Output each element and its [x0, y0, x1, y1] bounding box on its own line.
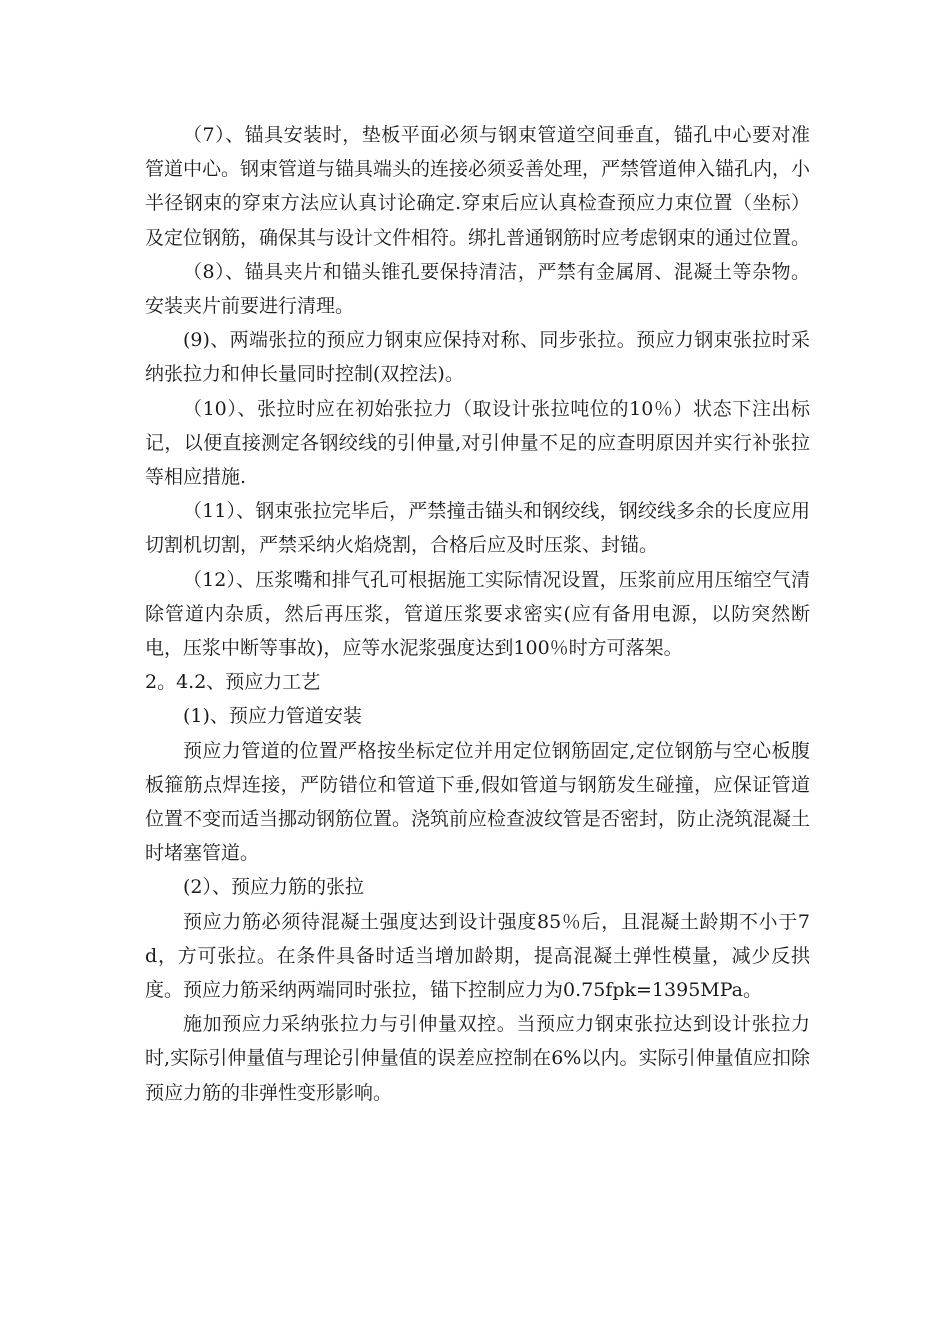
subsection-title-tensioning: (2）、预应力筋的张拉 [183, 876, 365, 899]
paragraph-item-8: （8）、锚具夹片和锚头锥孔要保持清洁，严禁有金属屑、混凝土等杂物。安装夹片前要进行清理。 [145, 260, 810, 318]
paragraph-tensioning-2: 施加预应力采纳张拉力与引伸量双控。当预应力钢束张拉达到设计张拉力时,实际引伸量值与理论引伸量值的误差应控制在6%以内。实际引伸量值应扣除预应力筋的非弹性变形影响。 [145, 1013, 810, 1104]
paragraph-tensioning-1: 预应力筋必须待混凝土强度达到设计强度85％后，且混凝土龄期不小于7d，方可张拉。在条件具备时适当增加龄期，提高混凝土弹性模量，减少反拱度。预应力筋采纳两端同时张拉，锚下控制应力为0.75fpk=1395MPa。 [145, 910, 810, 1002]
paragraph-item-10: （10）、张拉时应在初始张拉力（取设计张拉吨位的10％）状态下注出标记，以便直接测定各钢绞线的引伸量,对引伸量不足的应查明原因并实行补张拉等相应措施. [145, 397, 810, 489]
section-heading: 2。4.2、预应力工艺 [145, 671, 321, 694]
paragraph-pipe-install: 预应力管道的位置严格按坐标定位并用定位钢筋固定,定位钢筋与空心板腹板箍筋点焊连接，严防错位和管道下垂,假如管道与钢筋发生碰撞，应保证管道位置不变而适当挪动钢筋位置。浇筑前应检查波纹管是否密封，防止浇筑混凝土时堵塞管道。 [145, 739, 811, 865]
paragraph-item-12: （12）、压浆嘴和排气孔可根据施工实际情况设置，压浆前应用压缩空气清除管道内杂质，然后再压浆，管道压浆要求密实(应有备用电源，以防突然断电，压浆中断等事故)，应等水泥浆强度达到100％时方可落架。 [145, 568, 810, 660]
subsection-title-pipe-install: (1)、预应力管道安装 [183, 705, 362, 728]
paragraph-item-7: （7）、锚具安装时，垫板平面必须与钢束管道空间垂直，锚孔中心要对准管道中心。钢束管道与锚具端头的连接必须妥善处理，严禁管道伸入锚孔内，小半径钢束的穿束方法应认真讨论确定.穿束后应认真检查预应力束位置（坐标）及定位钢筋，确保其与设计文件相符。绑扎普通钢筋时应考虑钢束的通过位置。 [145, 124, 811, 249]
paragraph-item-9: (9)、两端张拉的预应力钢束应保持对称、同步张拉。预应力钢束张拉时采纳张拉力和伸长量同时控制(双控法)。 [145, 329, 810, 386]
paragraph-item-11: （11）、钢束张拉完毕后，严禁撞击锚头和钢绞线，钢绞线多余的长度应用切割机切割，严禁采纳火焰烧割，合格后应及时压浆、封锚。 [145, 500, 810, 557]
document-body [145, 118, 810, 1110]
